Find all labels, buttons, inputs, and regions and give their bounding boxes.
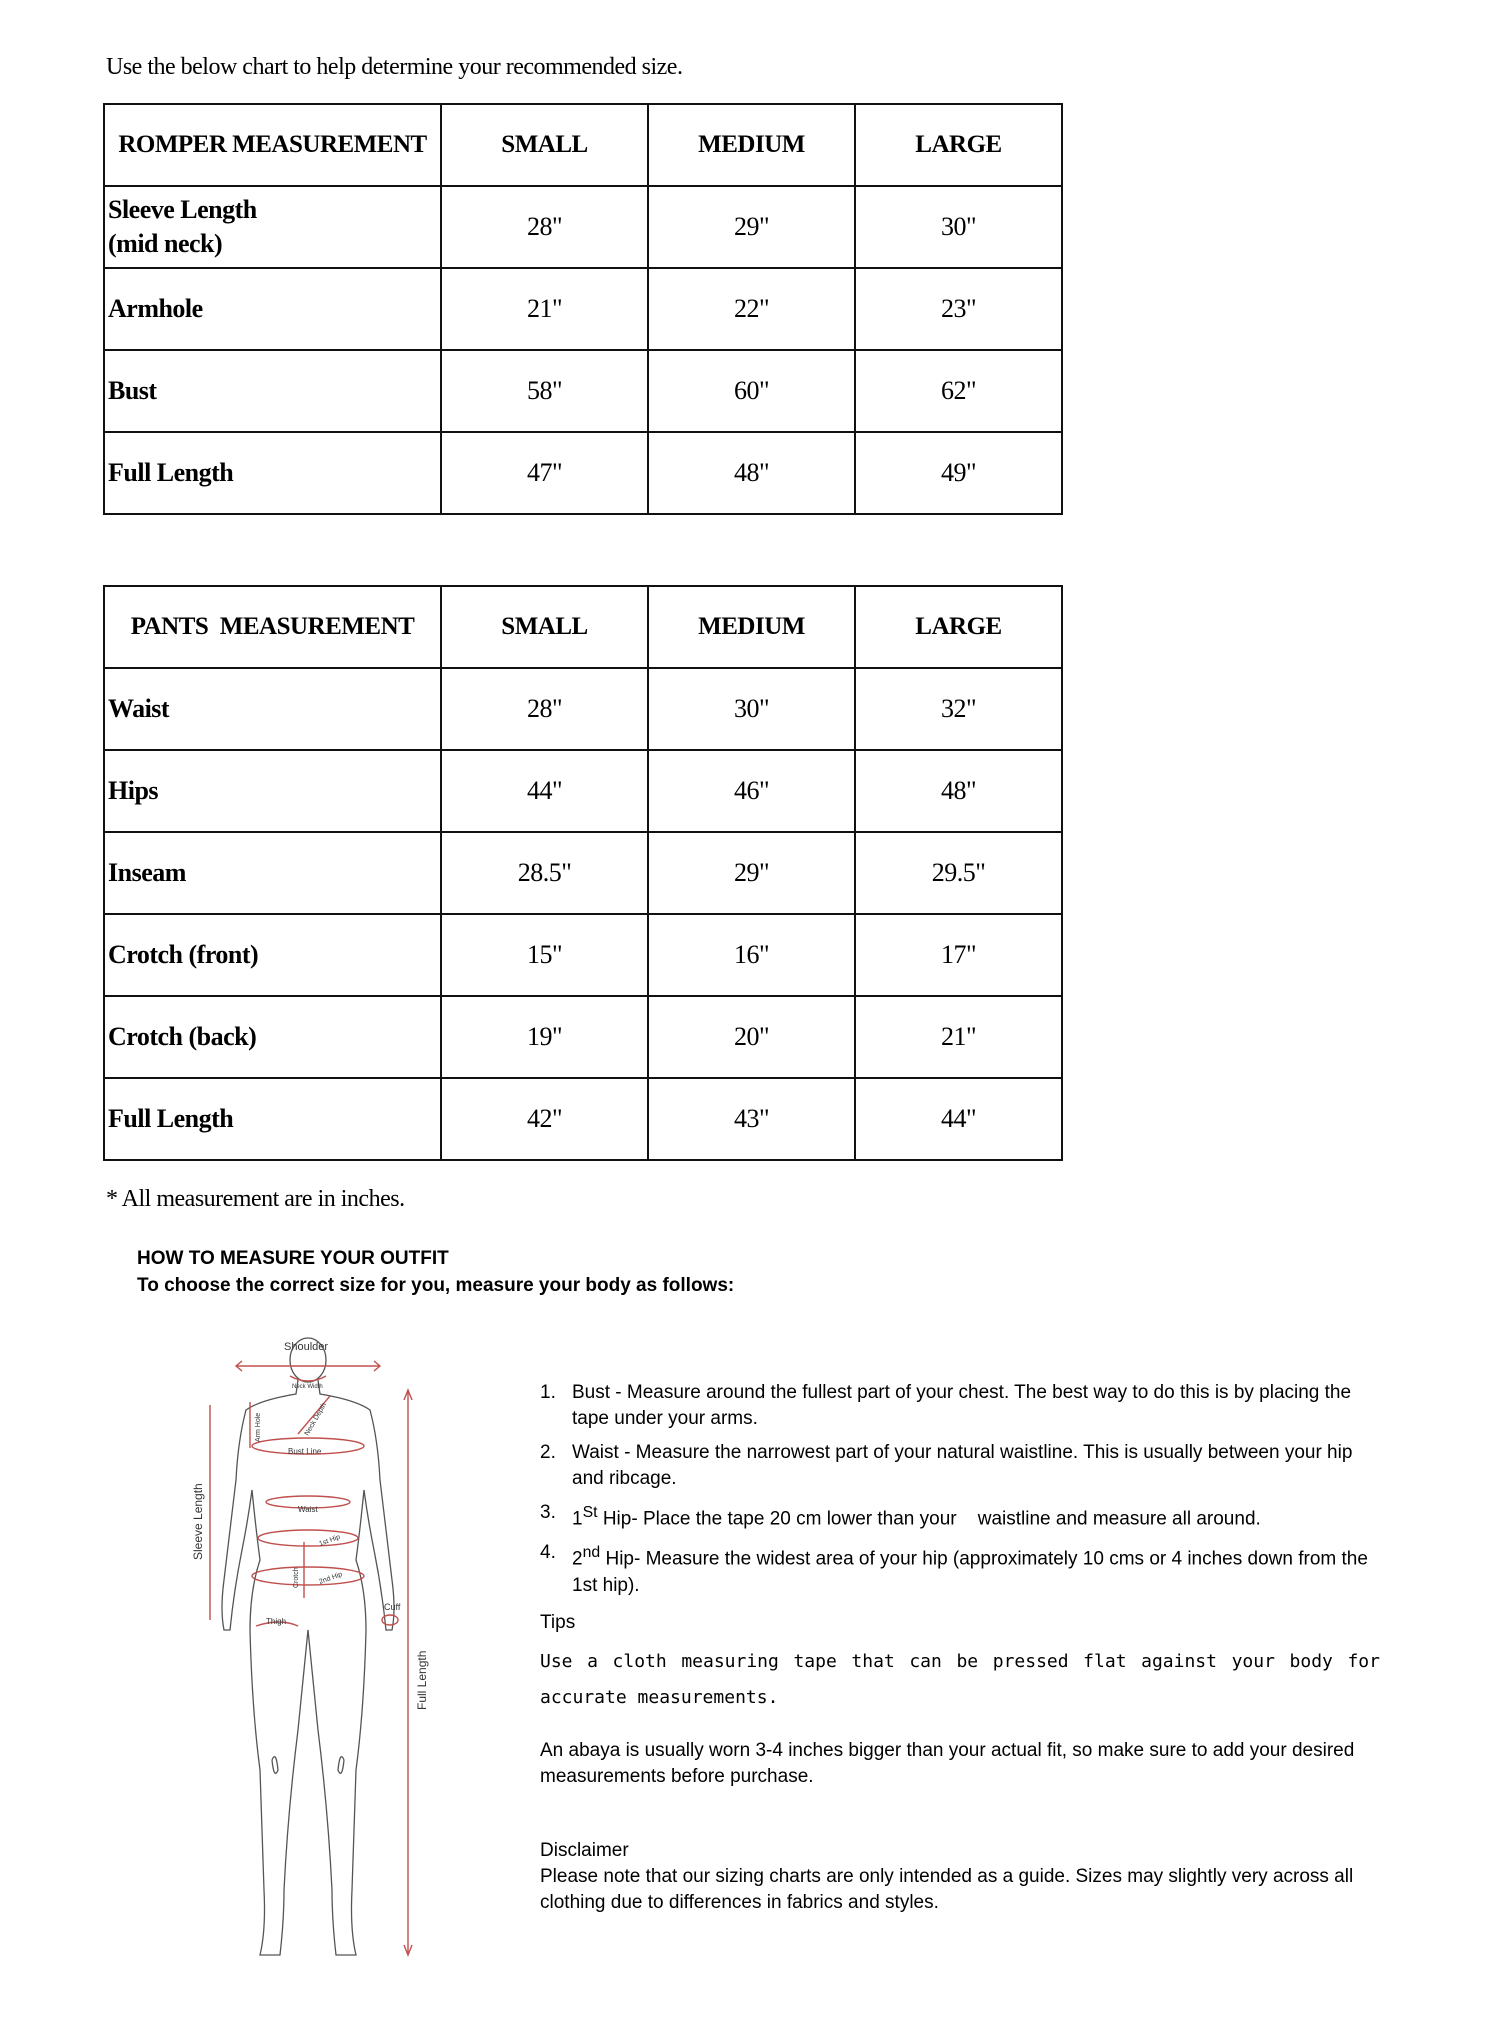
label-neck-depth: Neck Depth bbox=[303, 1401, 329, 1437]
step-item bbox=[540, 1380, 1380, 1432]
step-ordinal-suffix: nd bbox=[582, 1544, 601, 1562]
row-label: Bust bbox=[104, 350, 441, 432]
table-cell: 30" bbox=[648, 668, 855, 750]
row-label-line: Sleeve Length bbox=[108, 195, 257, 224]
table-cell: 17" bbox=[855, 914, 1062, 996]
label-hip2: 2nd Hip bbox=[318, 1571, 344, 1586]
table-cell: 28" bbox=[441, 668, 648, 750]
step-number: 3. bbox=[540, 1502, 556, 1523]
table-cell: 44" bbox=[441, 750, 648, 832]
step-number: 4. bbox=[540, 1542, 556, 1564]
step-ordinal: 2 bbox=[572, 1548, 583, 1570]
table-cell: 49" bbox=[855, 432, 1062, 514]
table-cell: 43" bbox=[648, 1078, 855, 1160]
table-cell: 21" bbox=[855, 996, 1062, 1078]
table-row bbox=[104, 832, 1062, 914]
column-header: PANTS MEASUREMENT bbox=[104, 586, 441, 668]
inches-note: * All measurement are in inches. bbox=[106, 1186, 405, 1212]
table-cell: 20" bbox=[648, 996, 855, 1078]
body-measurement-figure bbox=[180, 1330, 480, 1970]
disclaimer-title: Disclaimer bbox=[540, 1840, 629, 1861]
pants-size-table bbox=[103, 585, 1063, 1161]
step-item bbox=[540, 1500, 1380, 1532]
row-label bbox=[104, 186, 441, 268]
row-label: Full Length bbox=[104, 432, 441, 514]
table-cell: 42" bbox=[441, 1078, 648, 1160]
table-cell: 29" bbox=[648, 832, 855, 914]
label-shoulder: Shoulder bbox=[284, 1341, 329, 1353]
column-header: LARGE bbox=[855, 586, 1062, 668]
tips-title: Tips bbox=[540, 1612, 576, 1633]
step-number: 2. bbox=[540, 1442, 556, 1463]
table-row bbox=[104, 996, 1062, 1078]
table-cell: 47" bbox=[441, 432, 648, 514]
step-text: Waist - Measure the narrowest part of your natural waistline. This is usually between your hip and ribcage. bbox=[572, 1442, 1353, 1489]
table-row bbox=[104, 914, 1062, 996]
table-row bbox=[104, 268, 1062, 350]
table-cell: 22" bbox=[648, 268, 855, 350]
label-waist: Waist bbox=[298, 1505, 318, 1514]
disclaimer-body: Please note that our sizing charts are only intended as a guide. Sizes may slightly very across all clothing due to differences in fabrics and styles. bbox=[540, 1866, 1354, 1913]
table-cell: 44" bbox=[855, 1078, 1062, 1160]
tips-section bbox=[540, 1612, 1380, 1716]
table-row bbox=[104, 186, 1062, 268]
label-hip1: 1st Hip bbox=[318, 1533, 342, 1548]
how-to-subtitle: To choose the correct size for you, measure your body as follows: bbox=[137, 1275, 735, 1296]
table-row bbox=[104, 1078, 1062, 1160]
table-cell: 29" bbox=[648, 186, 855, 268]
table-cell: 30" bbox=[855, 186, 1062, 268]
row-label: Waist bbox=[104, 668, 441, 750]
tips-body: Use a cloth measuring tape that can be pressed flat against your body for accurate measurements. bbox=[540, 1651, 1380, 1708]
label-crotch: Crotch bbox=[293, 1567, 300, 1588]
label-neck-width: Neck Width bbox=[292, 1384, 323, 1390]
table-cell: 19" bbox=[441, 996, 648, 1078]
table-cell: 62" bbox=[855, 350, 1062, 432]
step-item bbox=[540, 1440, 1380, 1492]
table-row bbox=[104, 350, 1062, 432]
table-cell: 58" bbox=[441, 350, 648, 432]
row-label: Armhole bbox=[104, 268, 441, 350]
table-cell: 32" bbox=[855, 668, 1062, 750]
row-label: Crotch (front) bbox=[104, 914, 441, 996]
step-text: Bust - Measure around the fullest part of your chest. The best way to do this is by placing the tape under your arms. bbox=[572, 1382, 1352, 1429]
table-cell: 29.5" bbox=[855, 832, 1062, 914]
table-header-row bbox=[104, 104, 1062, 186]
column-header: SMALL bbox=[441, 586, 648, 668]
how-to-title: HOW TO MEASURE YOUR OUTFIT bbox=[137, 1248, 449, 1269]
column-header: ROMPER MEASUREMENT bbox=[104, 104, 441, 186]
romper-size-table bbox=[103, 103, 1063, 515]
column-header: MEDIUM bbox=[648, 586, 855, 668]
table-row bbox=[104, 668, 1062, 750]
abaya-note: An abaya is usually worn 3-4 inches bigger than your actual fit, so make sure to add your desired measurements before purchase. bbox=[540, 1740, 1355, 1787]
table-header-row bbox=[104, 586, 1062, 668]
table-cell: 48" bbox=[855, 750, 1062, 832]
row-label: Inseam bbox=[104, 832, 441, 914]
step-text: Hip- Place the tape 20 cm lower than your waistline and measure all around. bbox=[597, 1508, 1261, 1530]
measure-steps bbox=[540, 1380, 1380, 1607]
column-header: SMALL bbox=[441, 104, 648, 186]
row-label: Crotch (back) bbox=[104, 996, 441, 1078]
table-cell: 15" bbox=[441, 914, 648, 996]
step-ordinal: 1 bbox=[572, 1508, 583, 1530]
step-text: Hip- Measure the widest area of your hip (approximately 10 cms or 4 inches down from the 1st hip). bbox=[572, 1548, 1368, 1596]
table-cell: 23" bbox=[855, 268, 1062, 350]
column-header: MEDIUM bbox=[648, 104, 855, 186]
label-cuff: Cuff bbox=[384, 1602, 401, 1612]
label-thigh: Thigh bbox=[266, 1617, 287, 1626]
label-sleeve-length: Sleeve Length bbox=[191, 1483, 205, 1560]
label-full-length: Full Length bbox=[415, 1650, 429, 1710]
label-bust-line: Bust Line bbox=[288, 1447, 322, 1456]
table-cell: 28" bbox=[441, 186, 648, 268]
table-cell: 46" bbox=[648, 750, 855, 832]
step-item bbox=[540, 1540, 1380, 1598]
row-label: Full Length bbox=[104, 1078, 441, 1160]
table-cell: 48" bbox=[648, 432, 855, 514]
table-cell: 28.5" bbox=[441, 832, 648, 914]
step-ordinal-suffix: St bbox=[582, 1504, 598, 1521]
table-cell: 60" bbox=[648, 350, 855, 432]
table-row bbox=[104, 432, 1062, 514]
intro-text: Use the below chart to help determine your recommended size. bbox=[106, 54, 683, 80]
column-header: LARGE bbox=[855, 104, 1062, 186]
disclaimer-section bbox=[540, 1838, 1380, 1916]
row-label: Hips bbox=[104, 750, 441, 832]
table-row bbox=[104, 750, 1062, 832]
table-cell: 16" bbox=[648, 914, 855, 996]
step-number: 1. bbox=[540, 1382, 556, 1403]
label-arm-hole: Arm Hole bbox=[255, 1412, 262, 1442]
row-label-line: (mid neck) bbox=[108, 229, 223, 258]
table-cell: 21" bbox=[441, 268, 648, 350]
how-to-measure-heading bbox=[137, 1245, 734, 1299]
